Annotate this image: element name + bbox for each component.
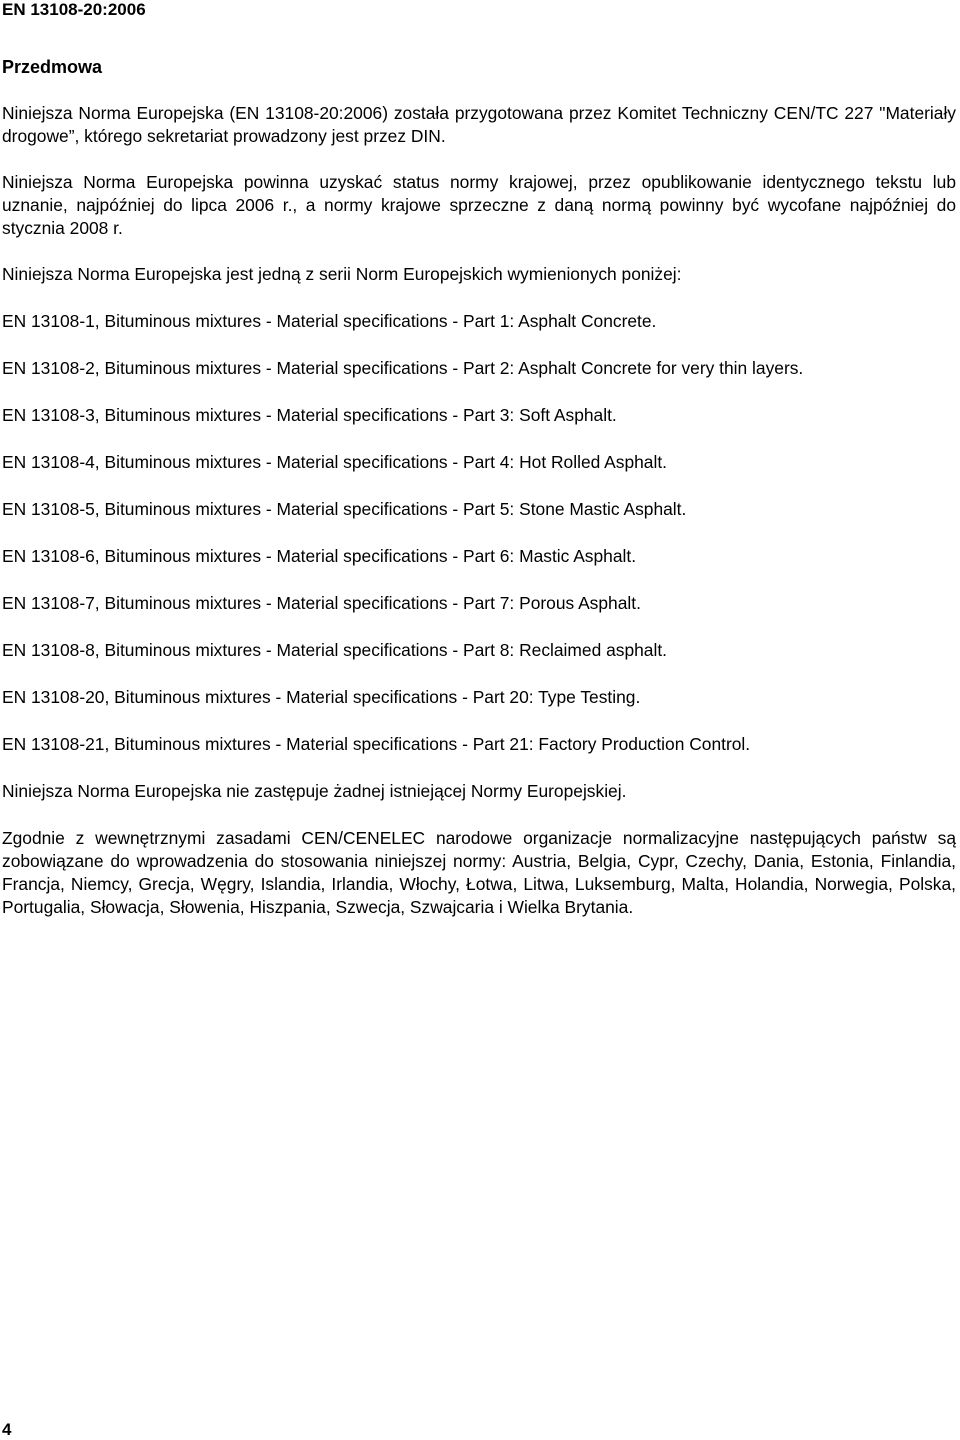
- list-item: EN 13108-7, Bituminous mixtures - Material specifications - Part 7: Porous Asphalt.: [2, 593, 641, 613]
- paragraph-member-countries: Zgodnie z wewnętrznymi zasadami CEN/CENELEC narodowe organizacje normalizacyjne następujących państw są zobowiązane do wprowadzenia do stosowania niniejszej normy: Austria, Belgia, Cypr, Czechy, Dania, Estonia, Finlandia, Francja, Niemcy, Grecja, Węgry, Islandia, Irlandia, Włochy, Łotwa, Litwa, Luksemburg, Malta, Holandia, Norwegia, Polska, Portugalia, Słowacja, Słowenia, Hiszpania, Szwecja, Szwajcaria i Wielka Brytania.: [2, 828, 956, 917]
- list-item: EN 13108-20, Bituminous mixtures - Material specifications - Part 20: Type Testing.: [2, 687, 641, 707]
- page-number: 4: [2, 1420, 12, 1439]
- paragraph-series-intro: Niniejsza Norma Europejska jest jedną z serii Norm Europejskich wymienionych poniżej:: [2, 264, 682, 284]
- list-item: EN 13108-21, Bituminous mixtures - Material specifications - Part 21: Factory Production Control.: [2, 734, 751, 754]
- document-body: [2, 102, 956, 942]
- document-id-header: EN 13108-20:2006: [2, 0, 146, 19]
- list-item: EN 13108-3, Bituminous mixtures - Material specifications - Part 3: Soft Asphalt.: [2, 405, 617, 425]
- list-item: EN 13108-6, Bituminous mixtures - Material specifications - Part 6: Mastic Asphalt.: [2, 546, 637, 566]
- list-item: EN 13108-8, Bituminous mixtures - Material specifications - Part 8: Reclaimed asphalt.: [2, 640, 667, 660]
- paragraph-national-status: Niniejsza Norma Europejska powinna uzyskać status normy krajowej, przez opublikowanie identycznego tekstu lub uznanie, najpóźniej do lipca 2006 r., a normy krajowe sprzeczne z daną normą powinny być wycofane najpóźniej do stycznia 2008 r.: [2, 172, 956, 238]
- standards-list: [2, 310, 956, 756]
- list-item: EN 13108-4, Bituminous mixtures - Material specifications - Part 4: Hot Rolled Asphalt.: [2, 452, 667, 472]
- paragraph-no-supersede: Niniejsza Norma Europejska nie zastępuje żadnej istniejącej Normy Europejskiej.: [2, 781, 627, 801]
- paragraph-preparation: Niniejsza Norma Europejska (EN 13108-20:2006) została przygotowana przez Komitet Techniczny CEN/TC 227 "Materiały drogowe”, którego sekretariat prowadzony jest przez DIN.: [2, 103, 956, 146]
- list-item: EN 13108-5, Bituminous mixtures - Material specifications - Part 5: Stone Mastic Asphalt.: [2, 499, 687, 519]
- list-item: EN 13108-2, Bituminous mixtures - Material specifications - Part 2: Asphalt Concrete for very thin layers.: [2, 358, 804, 378]
- list-item: EN 13108-1, Bituminous mixtures - Material specifications - Part 1: Asphalt Concrete.: [2, 311, 657, 331]
- section-title: Przedmowa: [2, 57, 103, 77]
